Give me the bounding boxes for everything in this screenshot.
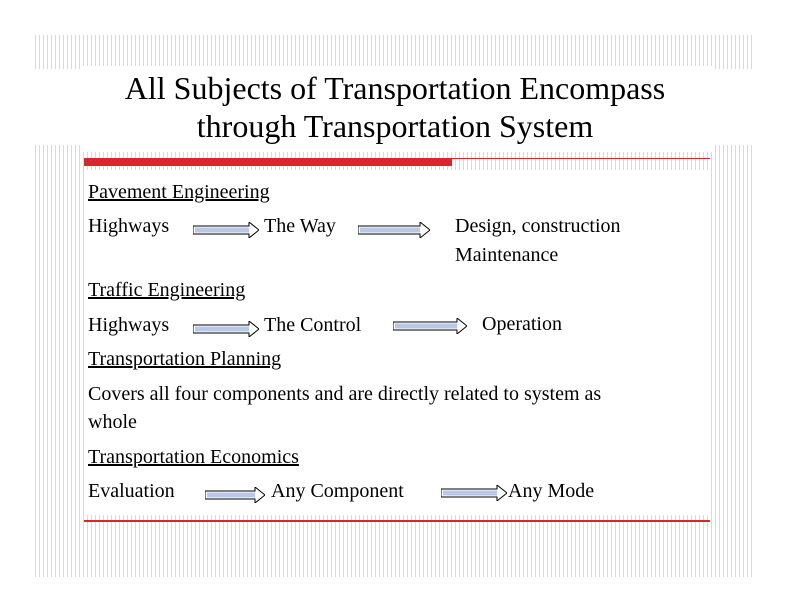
right-arrow-icon: [393, 318, 467, 334]
planning-text-line2: whole: [88, 411, 137, 433]
economics-heading: Transportation Economics: [88, 446, 299, 468]
right-arrow-icon: [358, 222, 430, 238]
pavement-heading: Pavement Engineering: [88, 181, 270, 203]
right-arrow-icon: [193, 321, 259, 337]
economics-result: Any Mode: [508, 480, 595, 502]
pavement-from: Highways: [88, 215, 170, 237]
title-underline-thin: [452, 158, 710, 159]
planning-text-line1: Covers all four components and are directly related to system as: [88, 383, 602, 405]
slide-title-line2: through Transportation System: [196, 108, 594, 144]
slide-title: [35, 69, 755, 145]
traffic-from: Highways: [88, 314, 170, 336]
right-arrow-icon: [193, 222, 259, 238]
pavement-middle: The Way: [264, 215, 336, 237]
pavement-result-line2: Maintenance: [455, 244, 559, 266]
traffic-result: Operation: [482, 313, 562, 335]
pavement-result-line1: Design, construction: [455, 215, 621, 237]
right-arrow-icon: [441, 485, 507, 501]
economics-from: Evaluation: [88, 480, 175, 502]
traffic-middle: The Control: [264, 314, 362, 336]
slide-title-line1: All Subjects of Transportation Encompass: [124, 70, 666, 106]
traffic-heading: Traffic Engineering: [88, 279, 246, 301]
planning-heading: Transportation Planning: [88, 348, 282, 370]
right-arrow-icon: [205, 487, 265, 503]
bottom-divider: [84, 520, 710, 522]
title-underline-thick: [84, 158, 452, 166]
economics-middle: Any Component: [271, 480, 404, 502]
